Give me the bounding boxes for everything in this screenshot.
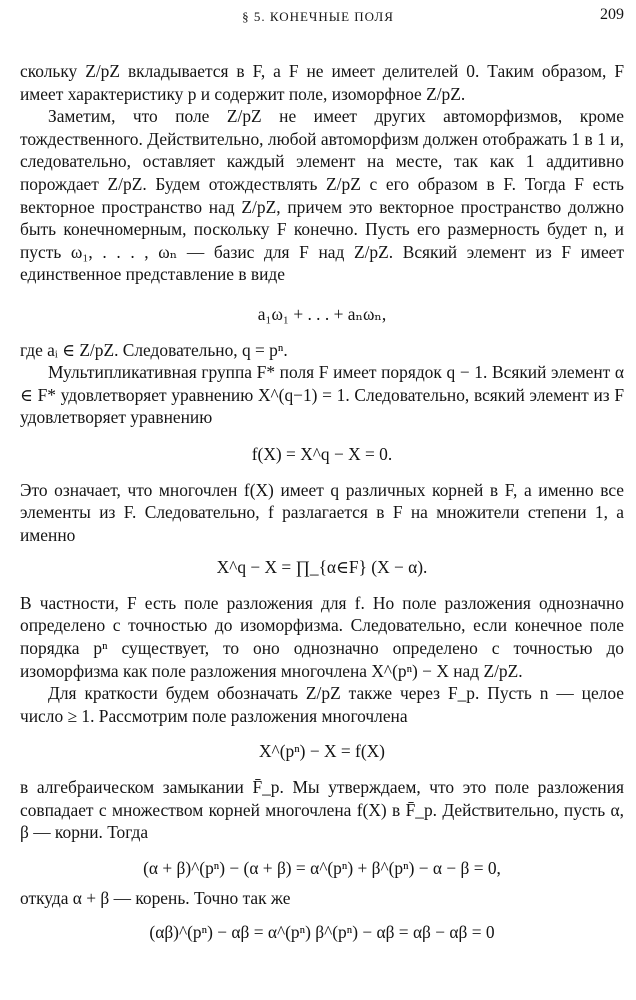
page-number: 209 (600, 6, 624, 23)
formula-product-root: (αβ)^(pⁿ) − αβ = α^(pⁿ) β^(pⁿ) − αβ = αβ − αβ = 0 (149, 922, 495, 942)
formula-basis-representation: a₁ω₁ + . . . + aₙωₙ, (257, 303, 387, 324)
paragraph-8: в алгебраическом замыкании F̄_p. Мы утверждаем, что это поле разложения совпадает с множеством корней многочлена f(X) в F̄_p. Действительно, пусть α, β — корни. Тогда (20, 777, 624, 843)
page-body (20, 60, 624, 944)
formula-fx-equation: f(X) = X^q − X = 0. (251, 443, 393, 464)
formula-polynomial: X^(pⁿ) − X = f(X) (259, 741, 385, 762)
paragraph-3: где aᵢ ∈ Z/pZ. Следовательно, q = pⁿ. (20, 339, 288, 360)
section-title: § 5. КОНЕЧНЫЕ ПОЛЯ (242, 9, 394, 24)
paragraph-4: Мультипликативная группа F* поля F имеет порядок q − 1. Всякий элемент α ∈ F* удовлетворяет уравнению X^(q−1) = 1. Следовательно, всякий элемент из F удовлетворяет уравнению (20, 362, 624, 428)
paragraph-6: В частности, F есть поле разложения для f. Но поле разложения однозначно определено с точностью до изоморфизма. Следовательно, если конечное поле порядка pⁿ существует, то оно однозначно определено с точностью до изоморфизма как поле разложения многочлена X^(pⁿ) − X над Z/pZ. (20, 592, 624, 681)
paragraph-1: скольку Z/pZ вкладывается в F, а F не имеет делителей 0. Таким образом, F имеет характеристику p и содержит поле, изоморфное Z/pZ. (20, 61, 624, 104)
paragraph-2: Заметим, что поле Z/pZ не имеет других автоморфизмов, кроме тождественного. Действительно, любой автоморфизм должен отображать 1 в 1 и, следовательно, оставляет каждый элемент на месте, так как 1 аддитивно порождает Z/pZ. Будем отождествлять Z/pZ с его образом в F. Тогда F есть векторное пространство над Z/pZ, причем это векторное пространство должно быть конечномерным, поскольку F конечно. Пусть его размерность будет n, и пусть ω₁, . . . , ωₙ — базис для F над Z/pZ. Всякий элемент из F имеет единственное представление в виде (20, 106, 624, 285)
paragraph-7: Для краткости будем обозначать Z/pZ также через F_p. Пусть n — целое число ≥ 1. Рассмотрим поле разложения многочлена (20, 683, 624, 726)
paragraph-5: Это означает, что многочлен f(X) имеет q различных корней в F, а именно все элементы из F. Следовательно, f разлагается в F на множители степени 1, а именно (20, 479, 624, 545)
running-header (0, 6, 636, 30)
formula-sum-root: (α + β)^(pⁿ) − (α + β) = α^(pⁿ) + β^(pⁿ) − α − β = 0, (143, 857, 501, 878)
paragraph-9: откуда α + β — корень. Точно так же (20, 888, 291, 909)
formula-product: X^q − X = ∏_{α∈F} (X − α). (216, 557, 428, 578)
